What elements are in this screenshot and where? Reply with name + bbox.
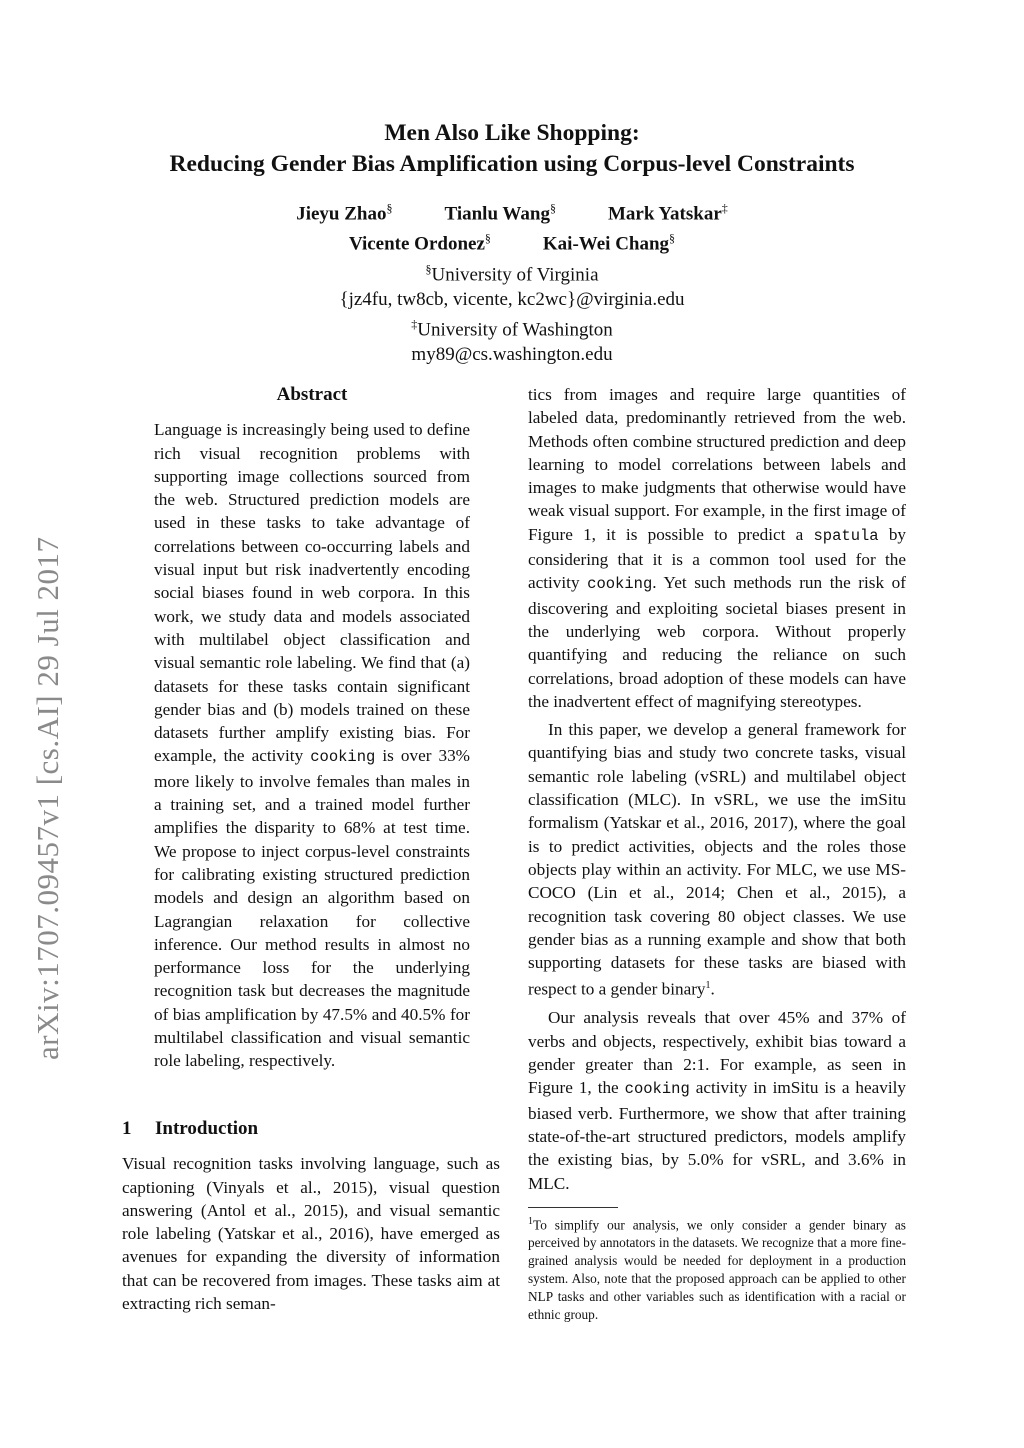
abstract-section xyxy=(154,383,470,1073)
paper-title-line-1: Men Also Like Shopping: xyxy=(384,120,640,146)
footnote: $^1$To simplify our analysis, we only consider a gender binary as perceived by annotators in the datasets. We recognize that a more fine-grained analysis would be needed for deployment in a production system. Also, note that the proposed approach can be applied to other NLP tasks and other variables such as identification with a racial or ethnic group. xyxy=(528,1216,906,1323)
affiliation-1: §University of Virginia xyxy=(425,261,599,285)
right-column xyxy=(528,383,906,1195)
abstract-body: Language is increasingly being used to define rich visual recognition problems with supporting image collections sourced from the web. Structured prediction models are used in these tasks to take advantage of correlations between co-occurring labels and visual input but risk inadvertently encoding social biases found in web corpora. In this work, we study data and models associated with multilabel object classification and visual semantic role labeling. We find that (a) datasets for these tasks contain significant gender bias and (b) models trained on these datasets further amplify existing bias. For example, the activity cooking is over 33% more likely to involve females than males in a training set, and a trained model further amplifies the disparity to 68% at test time. We propose to inject corpus-level constraints for calibrating existing structured prediction models and design an algorithm based on Lagrangian relaxation for collective inference. Our method results in almost no performance loss for the underlying recognition task but decreases the magnitude of bias amplification by 47.5% and 40.5% for multilabel classification and visual semantic role labeling, respectively. xyxy=(154,420,471,1071)
section-heading: 1 Introduction xyxy=(122,1118,259,1139)
email-2: my89@cs.washington.edu xyxy=(411,344,613,366)
author: Vicente Ordonez§ xyxy=(348,231,491,255)
author: Tianlu Wang§ xyxy=(444,201,556,225)
author-row-2 xyxy=(0,226,1024,256)
paper-title-line-2: Reducing Gender Bias Amplification using Corpus-level Constraints xyxy=(169,151,855,177)
email-1: {jz4fu, tw8cb, vicente, kc2wc}@virginia.edu xyxy=(339,288,685,310)
author-block xyxy=(0,196,1024,367)
paragraph-3: Our analysis reveals that over 45% and 37% of verbs and objects, respectively, exhibit bias toward a gender greater than 2:1. For example, as seen in Figure 1, the cooking activity in imSitu is a heavily biased verb. Furthermore, we show that after training state-of-the-art structured predictors, models amplify the existing bias, by 5.0% for vSRL, and 3.6% in MLC. xyxy=(528,1008,906,1193)
author-row-1 xyxy=(0,196,1024,226)
author: Jieyu Zhao§ xyxy=(296,201,393,225)
paragraph-2: In this paper, we develop a general framework for quantifying bias and study two concrete tasks, visual semantic role labeling (vSRL) and multilabel object classification (MLC). In vSRL, we use the imSitu formalism (Yatskar et al., 2016, 2017), where the goal is to predict activities, objects and the roles those objects play within an activity. For MLC, we use MS-COCO (Lin et al., 2014; Chen et al., 2015), a recognition task covering 80 object classes. We use gender bias as a running example and show that both supporting datasets for these tasks are biased with respect to a gender binary$^1$. xyxy=(528,720,906,1000)
introduction-section xyxy=(122,1117,500,1315)
author: Kai-Wei Chang§ xyxy=(542,231,676,255)
intro-paragraph: Visual recognition tasks involving language, such as captioning (Vinyals et al., 2015), visual question answering (Antol et al., 2015), and visual semantic role labeling (Yatskar et al., 2016), have emerged as avenues for expanding the diversity of information that can be recovered from images. These tasks aim at extracting rich seman- xyxy=(122,1154,500,1314)
abstract-heading: Abstract xyxy=(276,384,348,405)
paragraph-1: tics from images and require large quantities of labeled data, predominantly retrieved from the web. Methods often combine structured prediction and deep learning to model correlations between labels and images to make judgments that otherwise would have weak visual support. For example, in the first image of Figure 1, it is possible to predict a spatula by considering that it is a common tool used for the activity cooking. Yet such methods run the risk of discovering and exploiting societal biases present in the underlying web corpora. Without properly quantifying and reducing the reliance on such correlations, broad adoption of these models can have the inadvertent effect of magnifying stereotypes. xyxy=(528,385,907,711)
title-block xyxy=(0,118,1024,180)
affiliation-2: ‡University of Washington xyxy=(411,316,613,341)
arxiv-identifier: arXiv:1707.09457v1 [cs.AI] 29 Jul 2017 xyxy=(30,536,65,1060)
footnote-rule xyxy=(528,1207,618,1208)
author: Mark Yatskar‡ xyxy=(607,201,728,225)
